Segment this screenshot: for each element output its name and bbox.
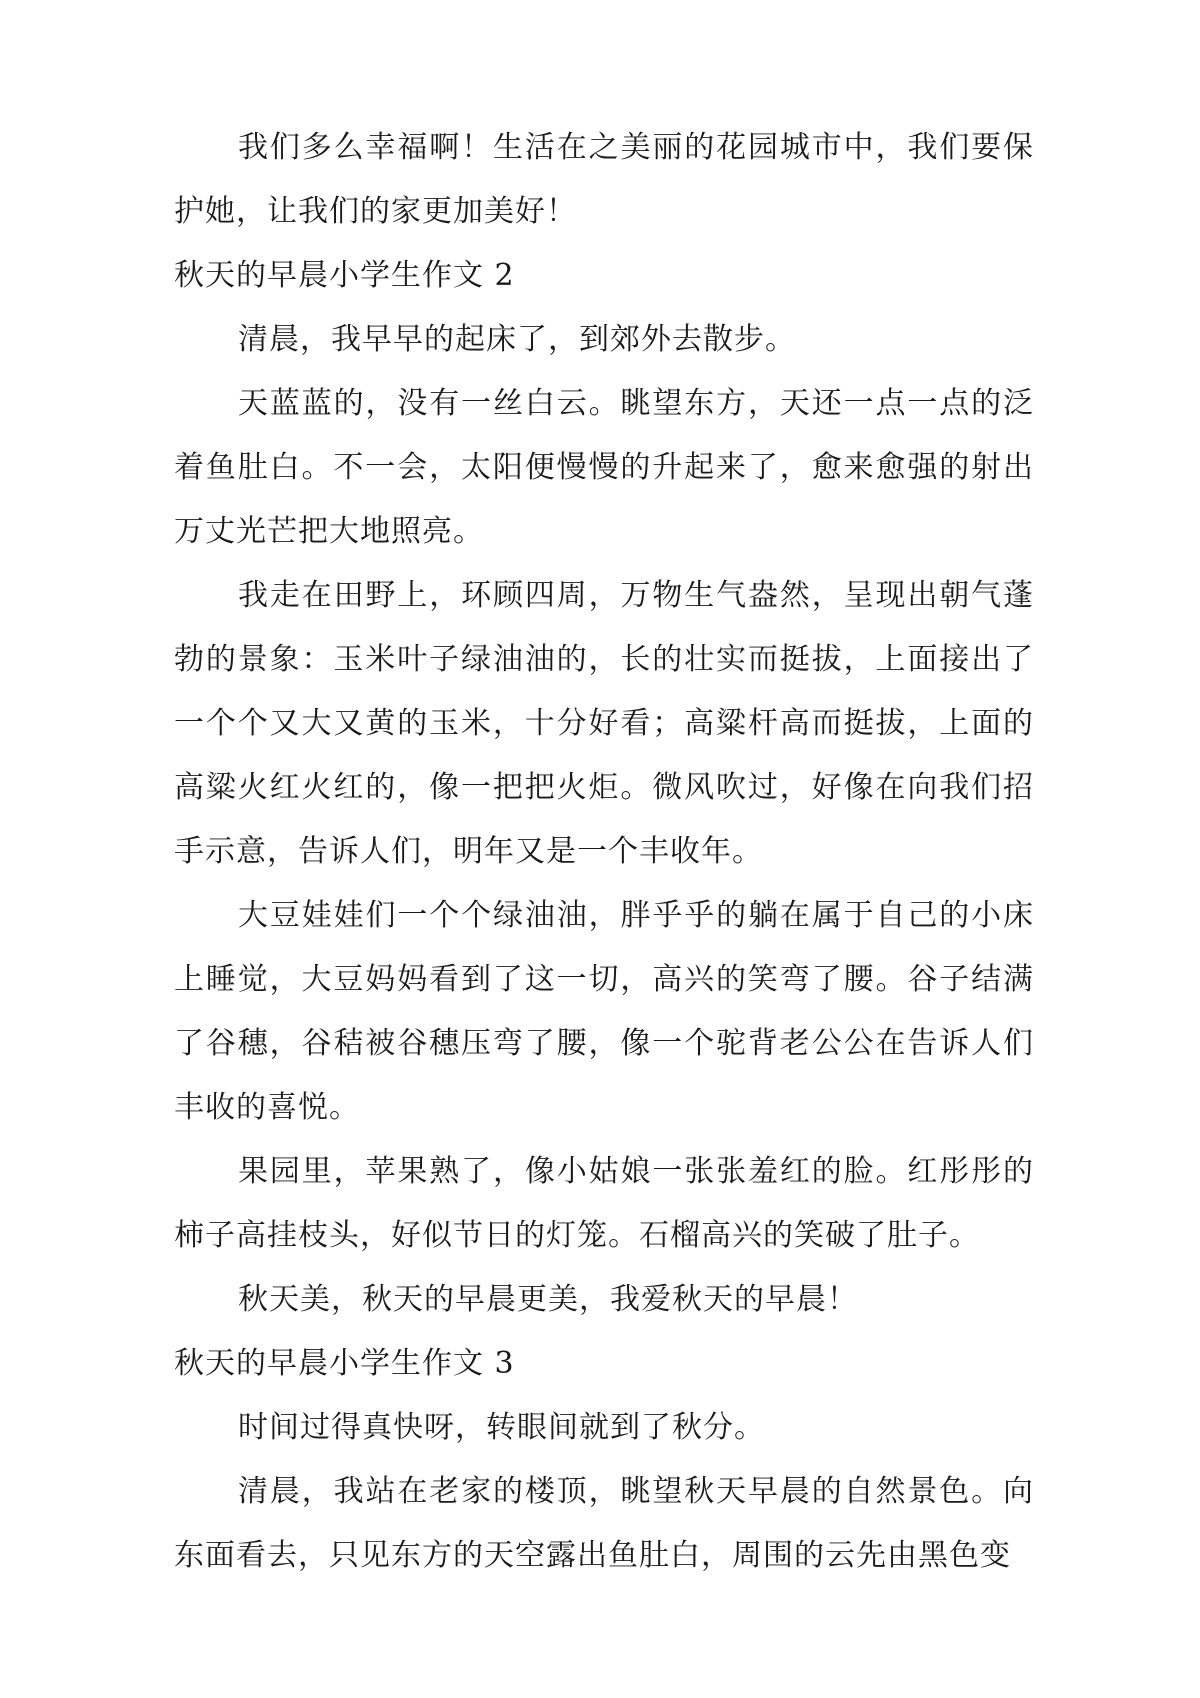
paragraph: 时间过得真快呀，转眼间就到了秋分。: [238, 1410, 765, 1445]
paragraph: 天蓝蓝的，没有一丝白云。眺望东方，天还一点一点的泛着鱼肚白。不一会，太阳便慢慢的升起来了，愈来愈强的射出万丈光芒把大地照亮。: [174, 386, 1034, 549]
paragraph: 我走在田野上，环顾四周，万物生气盎然，呈现出朝气蓬勃的景象：玉米叶子绿油油的，长的壮实而挺拔，上面接出了一个个又大又黄的玉米，十分好看；高粱杆高而挺拔，上面的高粱火红火红的，像一把把火炬。微风吹过，好像在向我们招手示意，告诉人们，明年又是一个丰收年。: [174, 578, 1034, 869]
paragraph: 清晨，我早早的起床了，到郊外去散步。: [238, 322, 796, 357]
paragraph: 清晨，我站在老家的楼顶，眺望秋天早晨的自然景色。向东面看去，只见东方的天空露出鱼肚白，周围的云先由黑色变: [174, 1474, 1034, 1573]
paragraph: 果园里，苹果熟了，像小姑娘一张张羞红的脸。红彤彤的柿子高挂枝头，好似节日的灯笼。石榴高兴的笑破了肚子。: [174, 1154, 1034, 1253]
document-body: [174, 116, 1034, 1588]
paragraph: 我们多么幸福啊！生活在之美丽的花园城市中，我们要保护她，让我们的家更加美好！: [174, 130, 1034, 229]
paragraph: 大豆娃娃们一个个绿油油，胖乎乎的躺在属于自己的小床上睡觉，大豆妈妈看到了这一切，高兴的笑弯了腰。谷子结满了谷穗，谷秸被谷穗压弯了腰，像一个驼背老公公在告诉人们丰收的喜悦。: [174, 898, 1034, 1125]
section-heading: 秋天的早晨小学生作文 2: [174, 258, 515, 293]
section-heading: 秋天的早晨小学生作文 3: [174, 1346, 515, 1381]
paragraph: 秋天美，秋天的早晨更美，我爱秋天的早晨！: [238, 1282, 858, 1317]
